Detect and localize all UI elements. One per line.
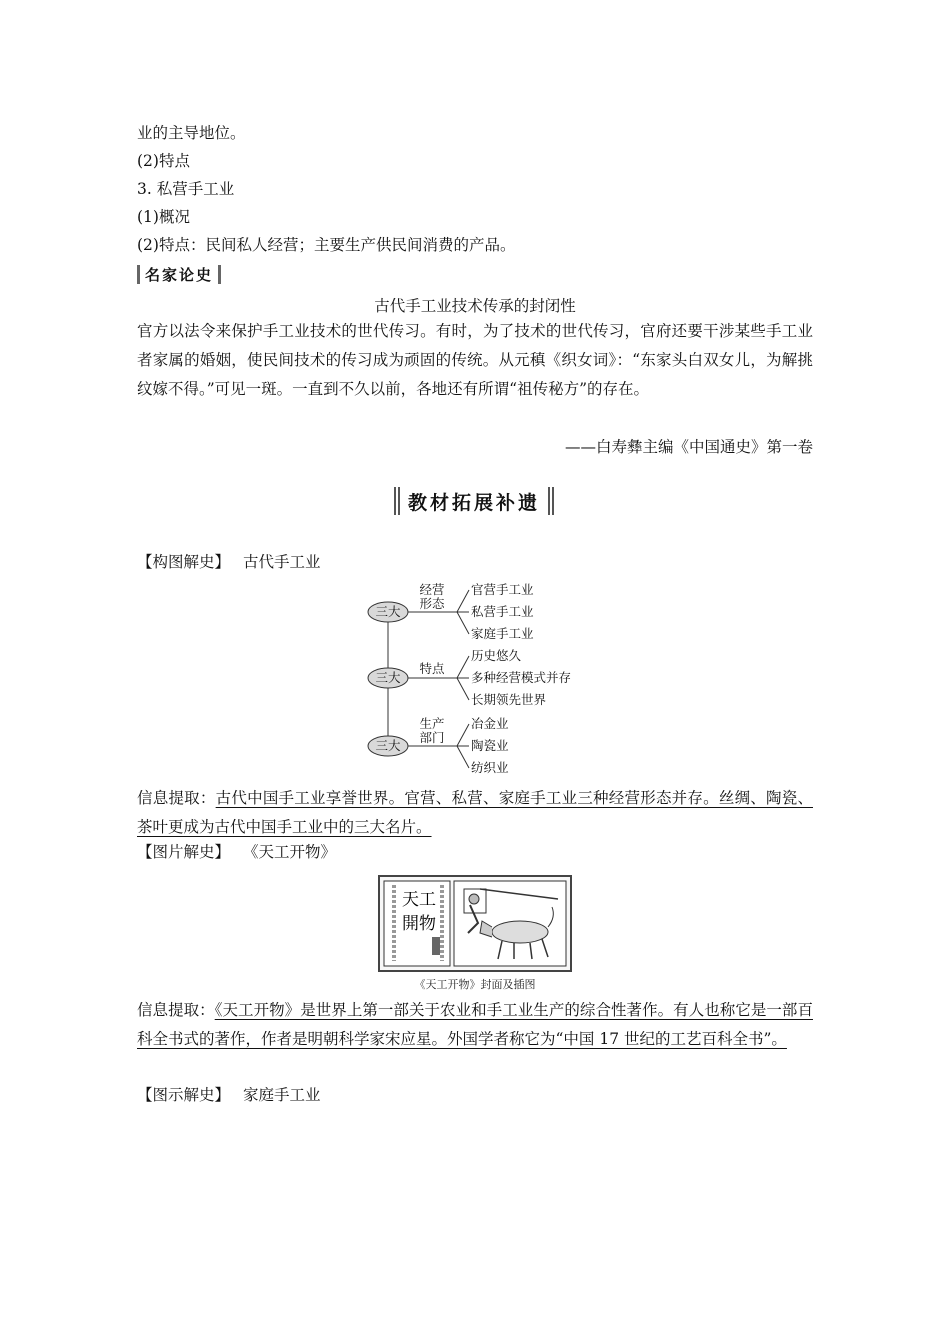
diagram-item: 纺织业 (471, 760, 509, 775)
tushi-heading: 【图示解史】 (137, 1086, 231, 1104)
text-line: 业的主导地位。 (137, 124, 246, 142)
diagram-item: 多种经营模式并存 (471, 670, 572, 685)
tupian-info-text: 《天工开物》是世界上第一部关于农业和手工业生产的综合性著作。有人也称它是一部百科全书式的著作，作者是明朝科学家宋应星。外国学者称它为“中国 17 世纪的工艺百科全书”。 (137, 1001, 813, 1048)
diagram-group-2 (368, 648, 571, 707)
section-title (393, 485, 555, 517)
diagram-node-2-label: 三大 (375, 670, 401, 685)
diagram-group-1 (368, 582, 534, 641)
mingjia-tag-label: 名家论史 (145, 265, 214, 284)
diagram-arrows-1 (457, 590, 469, 634)
mingjia-body: 官方以法令来保护手工业技术的世代传习。有时，为了技术的世代传习，官府还要干涉某些手工业者家属的婚姻，使民间技术的传习成为顽固的传统。从元稹《织女词》：“东家头白双女儿，为解挑纹嫁不得。”可见一斑。一直到不久以前，各地还有所谓“祖传秘方”的存在。 (137, 322, 813, 398)
diagram-item: 私营手工业 (471, 604, 534, 619)
goutu-heading-line (137, 552, 320, 572)
diagram-item: 长期领先世界 (471, 692, 547, 707)
goutu-info (137, 784, 813, 842)
diagram-item: 冶金业 (471, 716, 509, 731)
diagram-item: 历史悠久 (471, 648, 522, 663)
figure-caption: 《天工开物》封面及插图 (414, 978, 536, 991)
diagram-item: 官营手工业 (471, 582, 534, 597)
diagram-item: 家庭手工业 (471, 626, 534, 641)
tushi-topic: 家庭手工业 (242, 1086, 321, 1104)
diagram-arrows-3 (457, 724, 469, 768)
tiangong-kaiwu-image (378, 875, 572, 972)
tupian-info-label: 信息提取： (137, 1001, 215, 1019)
text-line: (1)概况 (137, 208, 190, 226)
tag-bar-right (218, 265, 221, 284)
tupian-topic: 《天工开物》 (242, 843, 336, 861)
diagram-group-3-label-b: 部门 (419, 730, 445, 745)
text-line: (2)特点：民间私人经营；主要生产供民间消费的产品。 (137, 236, 516, 254)
tupian-heading: 【图片解史】 (137, 843, 231, 861)
section-bars-right (548, 487, 554, 515)
text-line: (2)特点 (137, 152, 190, 170)
mingjia-source: ——白寿彝主编《中国通史》第一卷 (564, 438, 813, 456)
tushi-heading-line (137, 1085, 320, 1105)
diagram-group-3-label-a: 生产 (419, 716, 445, 731)
section-title-label: 教材拓展补遗 (407, 491, 540, 514)
mingjia-title: 古代手工业技术传承的封闭性 (374, 297, 576, 315)
goutu-info-text: 古代中国手工业享誉世界。官营、私营、家庭手工业三种经营形态并存。丝绸、陶瓷、茶叶更成为古代中国手工业中的三大名片。 (137, 789, 813, 836)
diagram-item: 陶瓷业 (471, 738, 509, 753)
diagram-arrows-2 (457, 656, 469, 700)
diagram-group-2-label: 特点 (419, 661, 445, 676)
diagram-node-1-label: 三大 (375, 604, 401, 619)
illustration-worker-head (469, 894, 479, 904)
cover-title-char: 開物 (402, 914, 436, 934)
cover-title-char: 天工 (402, 890, 436, 910)
tupian-info (137, 996, 813, 1054)
goutu-info-label: 信息提取： (137, 789, 216, 807)
diagram-group-1-label-b: 形态 (419, 596, 445, 611)
goutu-topic: 古代手工业 (242, 553, 321, 571)
text-line: 3. 私营手工业 (137, 180, 235, 198)
handicraft-diagram (362, 576, 602, 778)
goutu-heading: 【构图解史】 (137, 553, 231, 571)
diagram-group-1-label-a: 经营 (419, 582, 445, 597)
diagram-node-3-label: 三大 (375, 738, 401, 753)
cover-seal (432, 937, 440, 955)
tiangong-kaiwu-illustration (380, 877, 570, 970)
illustration-ox-body (492, 921, 548, 943)
mingjia-tag (137, 263, 221, 285)
diagram-group-3 (368, 716, 509, 775)
tupian-heading-line (137, 842, 336, 862)
